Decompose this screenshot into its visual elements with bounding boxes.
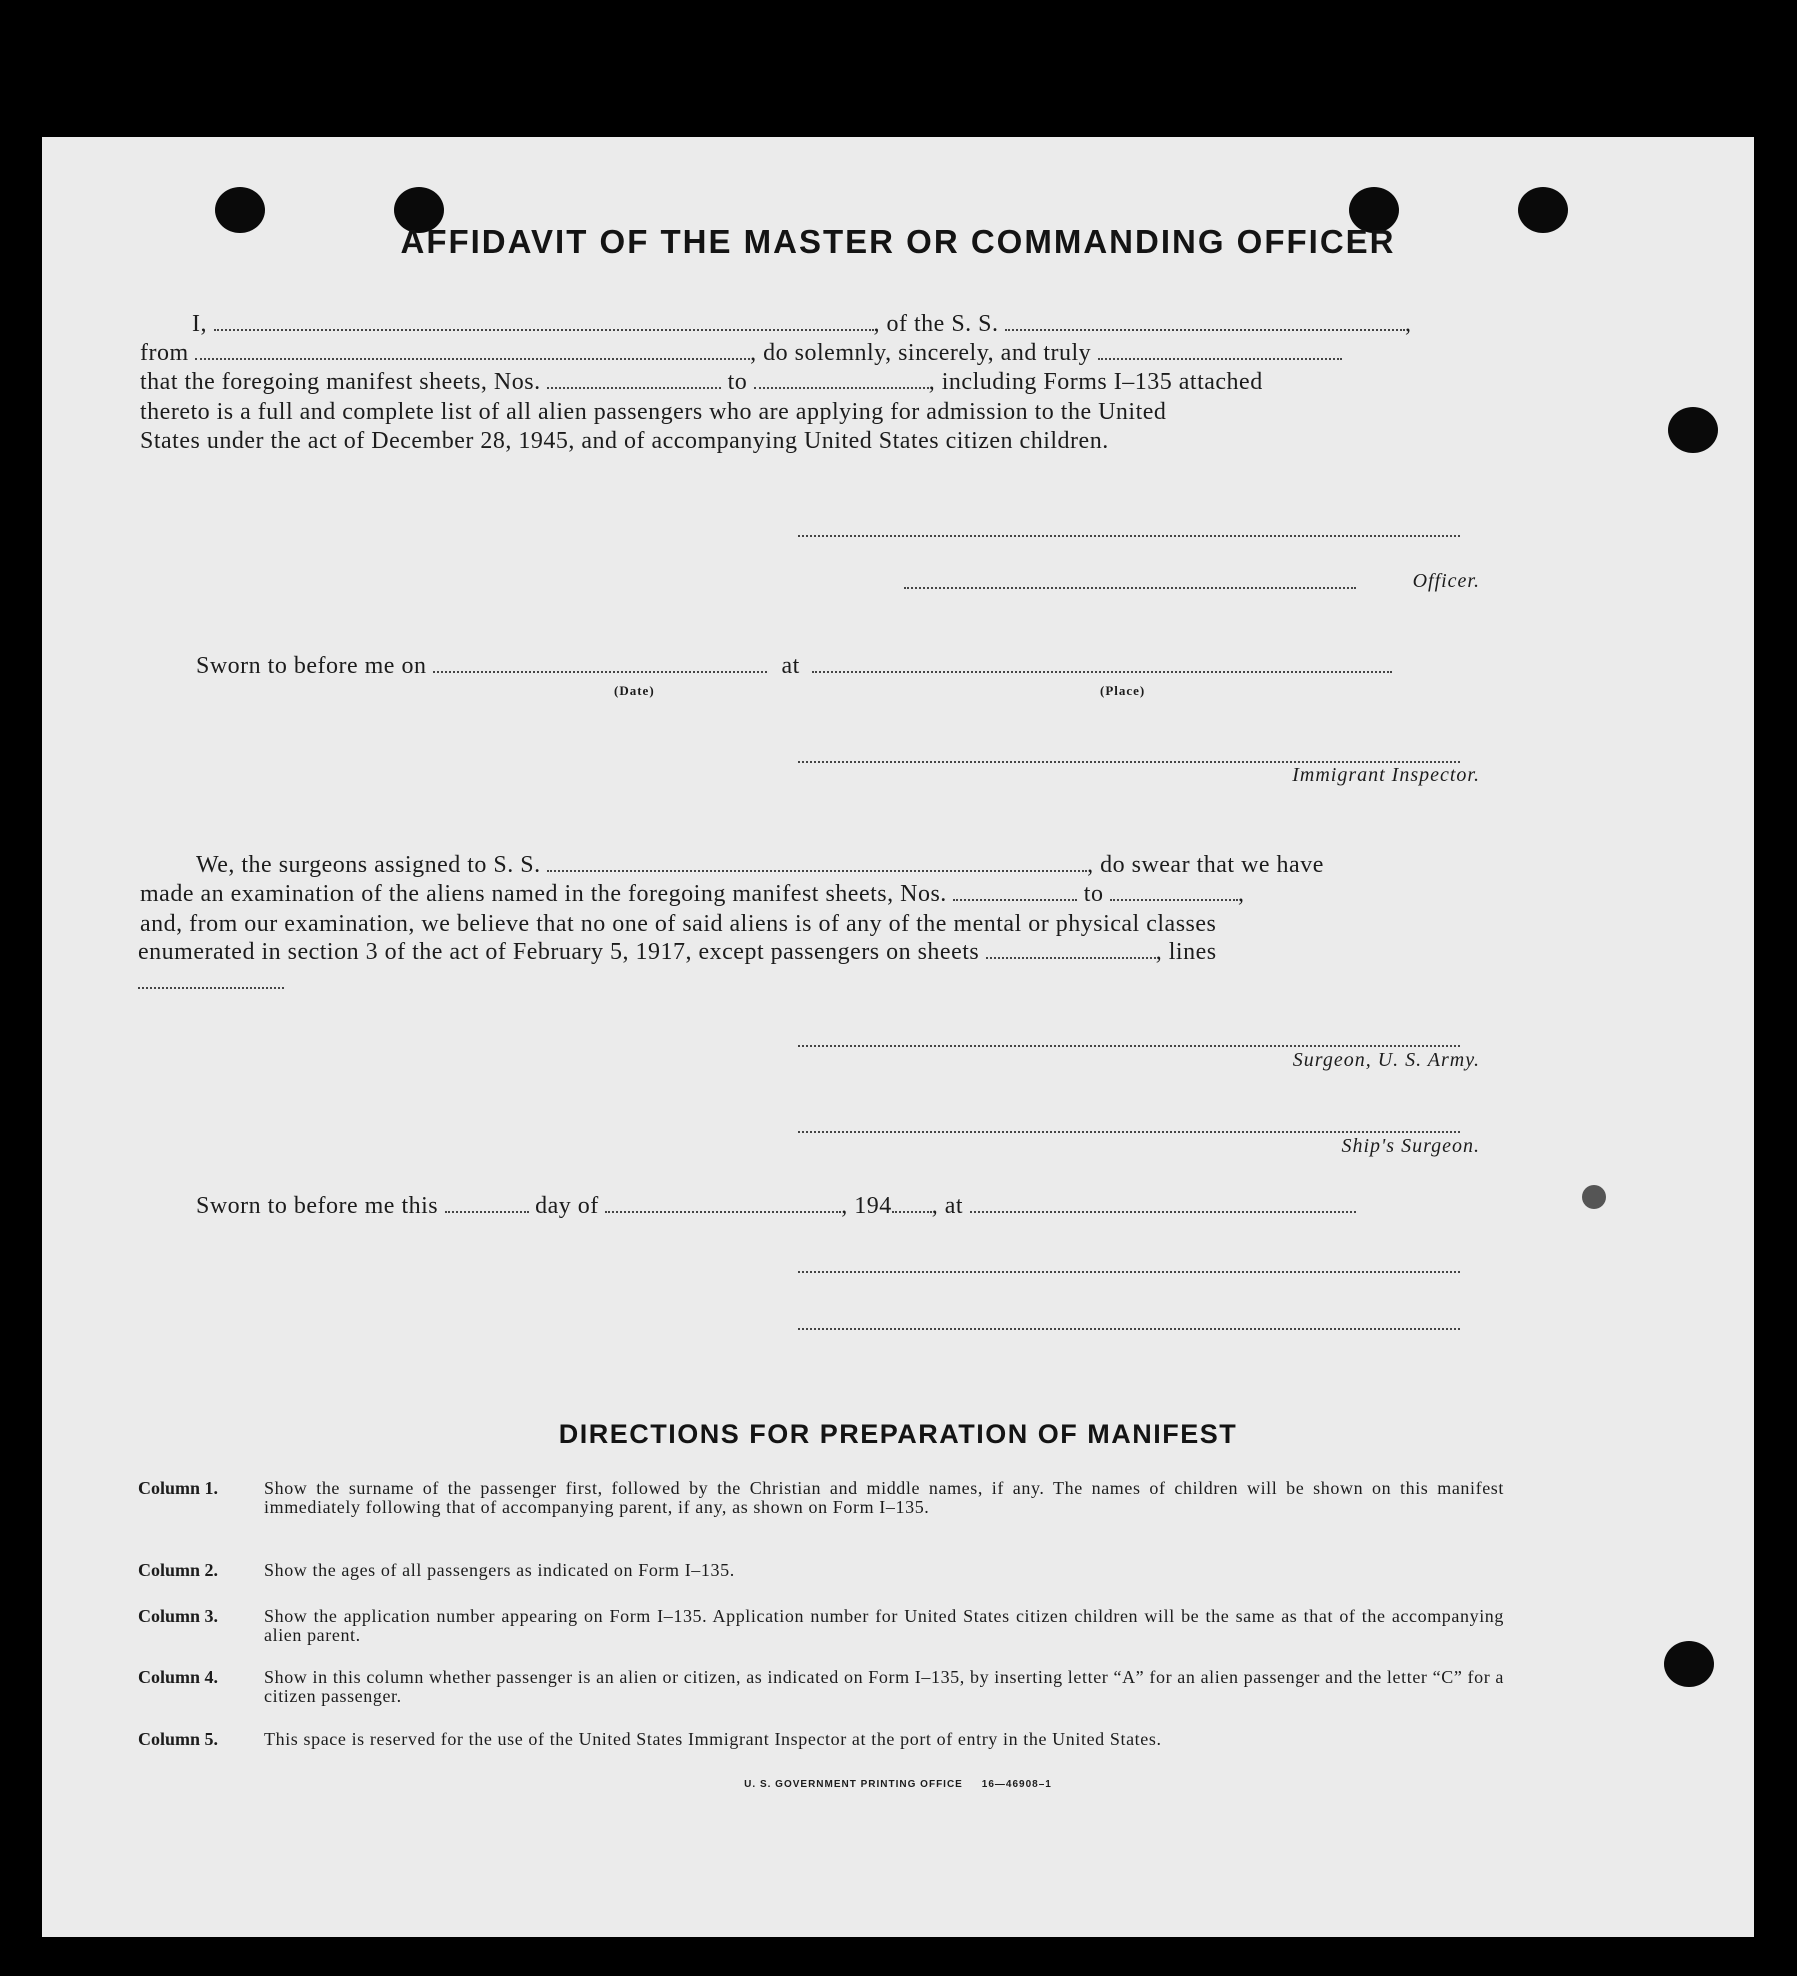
affidavit-line-4: thereto is a full and complete list of all alien passengers who are applying for admission to the United — [140, 399, 1167, 425]
sworn-line-1: Sworn to before me on at — [196, 653, 1392, 680]
surgeon-sheet-to-blank[interactable] — [1110, 898, 1238, 901]
surgeon-sheet-from-blank[interactable] — [953, 898, 1077, 901]
date-caption: (Date) — [614, 683, 655, 698]
sworn-place-blank[interactable] — [812, 670, 1392, 673]
direction-item: Column 2. Show the ages of all passengers as indicated on Form I–135. — [138, 1560, 735, 1580]
punch-hole — [1664, 1641, 1714, 1687]
except-lines-blank[interactable] — [138, 987, 284, 989]
sworn-year-blank[interactable] — [892, 1210, 932, 1213]
punch-hole-mark — [1582, 1185, 1606, 1209]
sworn-date-blank[interactable] — [433, 670, 767, 673]
ship-surgeon-signature-line[interactable] — [798, 1131, 1460, 1133]
inspector-signature-line[interactable] — [798, 761, 1460, 763]
sheet-to-blank[interactable] — [754, 386, 929, 389]
army-surgeon-caption: Surgeon, U. S. Army. — [1292, 1049, 1480, 1071]
oath-blank[interactable] — [1098, 357, 1342, 360]
officer-title-line[interactable] — [904, 587, 1356, 589]
surgeons-line-3: and, from our examination, we believe that no one of said aliens is of any of the mental or physical classes — [140, 911, 1217, 937]
sworn-title-line[interactable] — [798, 1328, 1460, 1330]
sworn-location-blank[interactable] — [970, 1210, 1356, 1213]
surgeon-ship-blank[interactable] — [547, 869, 1087, 872]
except-sheets-blank[interactable] — [986, 956, 1156, 959]
officer-caption: Officer. — [1412, 570, 1480, 592]
officer-signature-line[interactable] — [798, 535, 1460, 537]
place-caption: (Place) — [1100, 683, 1146, 698]
officer-name-blank[interactable] — [214, 328, 874, 331]
sworn-month-blank[interactable] — [605, 1210, 841, 1213]
from-port-blank[interactable] — [195, 357, 750, 360]
form-sheet — [42, 137, 1754, 1937]
inspector-caption: Immigrant Inspector. — [1292, 764, 1480, 786]
surgeons-line-2: made an examination of the aliens named in the foregoing manifest sheets, Nos. to , — [140, 881, 1245, 907]
direction-item: Column 4. Show in this column whether passenger is an alien or citizen, as indicated on Form I–135, by inserting letter “A” for an alien passenger and the letter “C” for a citizen passenger. — [138, 1667, 1504, 1706]
direction-item: Column 1. Show the surname of the passenger first, followed by the Christian and middle names, if any. The names of children will be shown on this manifest immediately following that of accompanying parent, if any, as shown on Form I–135. — [138, 1478, 1504, 1517]
ship-name-blank[interactable] — [1005, 328, 1405, 331]
directions-title: DIRECTIONS FOR PREPARATION OF MANIFEST — [558, 1419, 1238, 1449]
sheet-from-blank[interactable] — [547, 386, 721, 389]
affidavit-line-2: from , do solemnly, sincerely, and truly — [140, 340, 1342, 367]
direction-item: Column 3. Show the application number appearing on Form I–135. Application number for United States citizen children will be the same as that of the accompanying alien parent. — [138, 1606, 1504, 1645]
sworn-day-blank[interactable] — [445, 1210, 529, 1213]
sworn-signature-line[interactable] — [798, 1271, 1460, 1273]
affidavit-title: AFFIDAVIT OF THE MASTER OR COMMANDING OFFICER — [400, 223, 1396, 260]
direction-item: Column 5. This space is reserved for the use of the United States Immigrant Inspector at the port of entry in the United States. — [138, 1729, 1162, 1749]
affidavit-line-5: States under the act of December 28, 1945, and of accompanying United States citizen children. — [140, 428, 1109, 454]
surgeons-line-4: enumerated in section 3 of the act of February 5, 1917, except passengers on sheets , lines — [138, 939, 1217, 965]
affidavit-line-3: that the foregoing manifest sheets, Nos. to , including Forms I–135 attached — [140, 369, 1263, 395]
affidavit-line-1: I, , of the S. S. , — [192, 311, 1412, 337]
sworn-line-2: Sworn to before me this day of , 194 , at — [196, 1193, 1356, 1220]
punch-hole — [1668, 407, 1718, 453]
surgeons-line-1: We, the surgeons assigned to S. S. , do swear that we have — [196, 852, 1324, 878]
ship-surgeon-caption: Ship's Surgeon. — [1341, 1135, 1480, 1157]
army-surgeon-signature-line[interactable] — [798, 1045, 1460, 1047]
printer-footer: U. S. GOVERNMENT PRINTING OFFICE 16—46908–1 — [744, 1779, 1052, 1790]
